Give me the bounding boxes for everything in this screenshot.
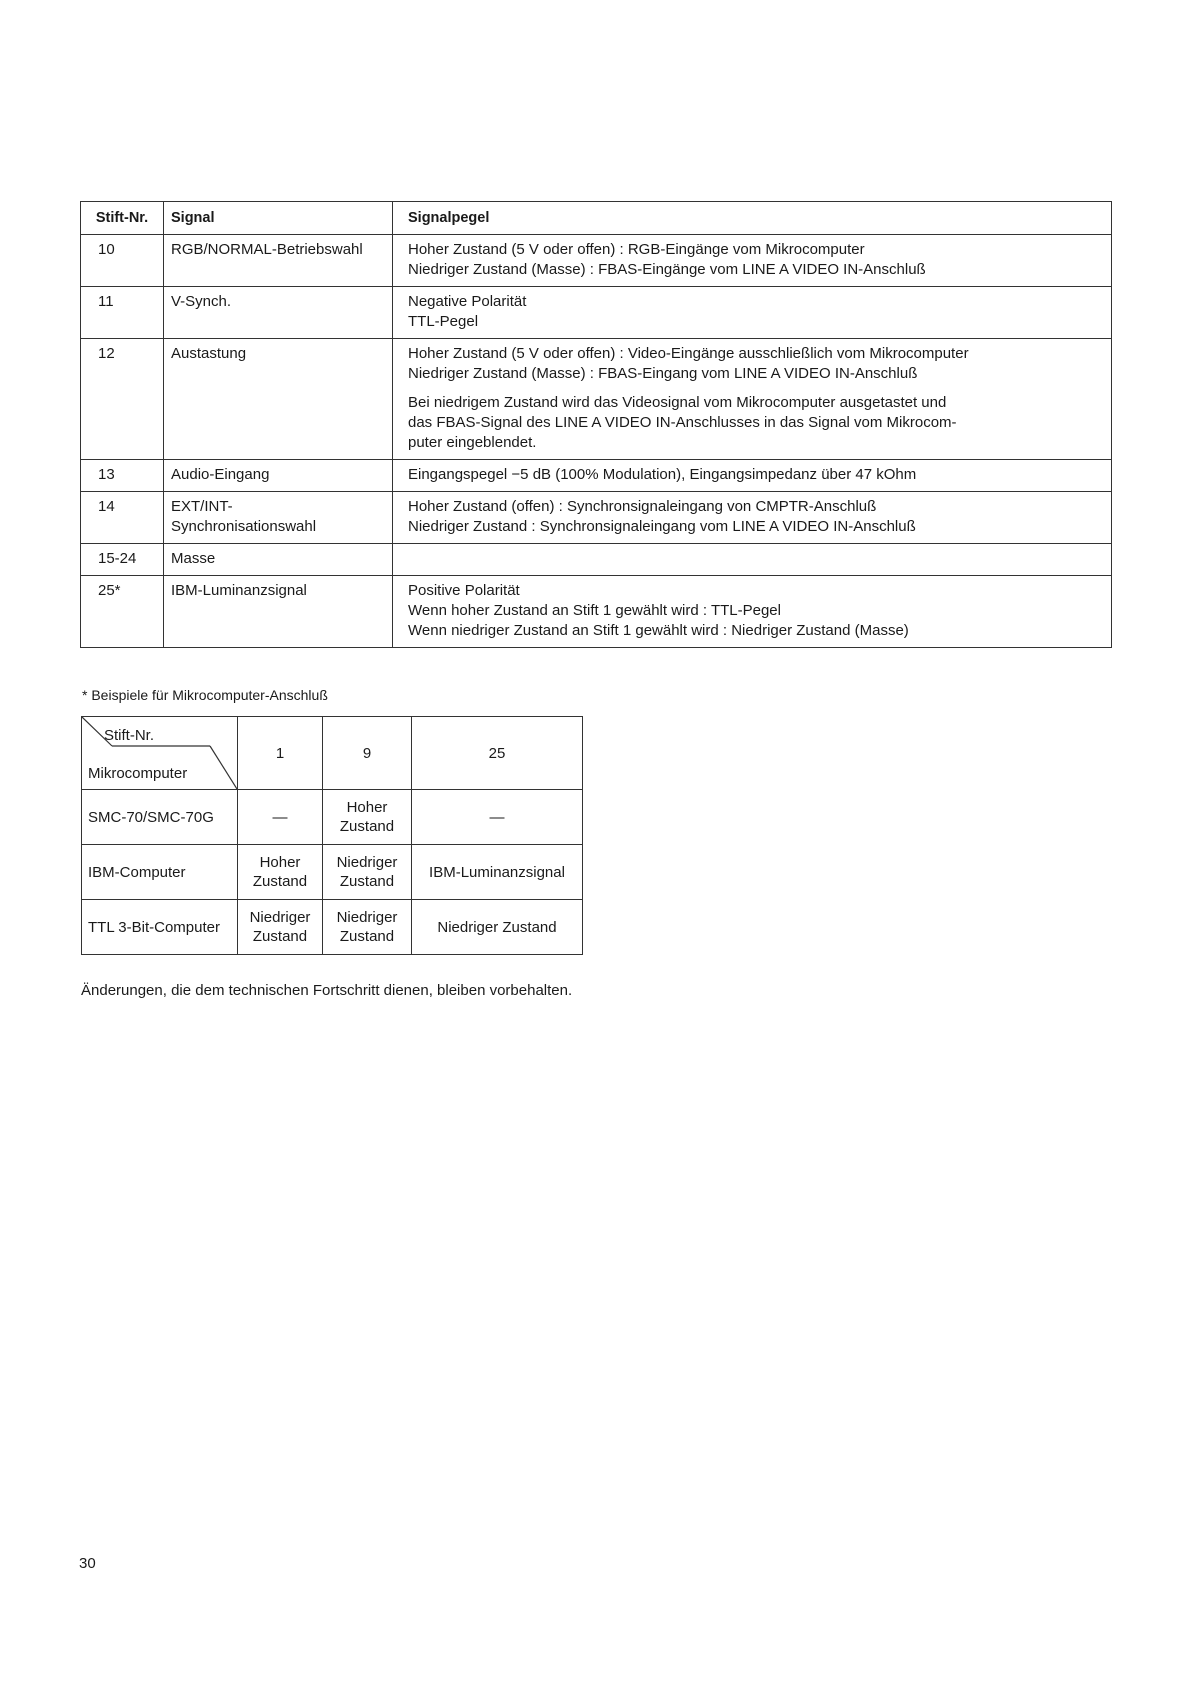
pin-header: 9 bbox=[323, 717, 412, 790]
state-text: Niedriger bbox=[336, 909, 398, 926]
table-row bbox=[82, 845, 583, 900]
state-text: — bbox=[272, 808, 288, 826]
page-number: 30 bbox=[79, 1555, 96, 1572]
level-line: das FBAS-Signal des LINE A VIDEO IN-Anschlusses in das Signal vom Mikrocom- bbox=[408, 414, 957, 431]
signal-name bbox=[164, 460, 393, 492]
level-line: Hoher Zustand (offen) : Synchronsignaleingang von CMPTR-Anschluß bbox=[408, 498, 877, 515]
level-paragraph bbox=[408, 465, 1104, 485]
signal-level bbox=[393, 287, 1112, 339]
state-text: Zustand bbox=[339, 873, 395, 890]
signal-level bbox=[393, 576, 1112, 648]
signal-name bbox=[164, 544, 393, 576]
level-line: Niedriger Zustand : Synchronsignaleingang vom LINE A VIDEO IN-Anschluß bbox=[408, 518, 916, 535]
state-text: Zustand bbox=[339, 818, 395, 835]
table-row bbox=[82, 900, 583, 955]
level-paragraph bbox=[408, 344, 1104, 384]
pin-number: 25* bbox=[81, 576, 164, 648]
level-line: puter eingeblendet. bbox=[408, 434, 537, 451]
level-paragraph bbox=[408, 497, 1104, 537]
table-row bbox=[81, 287, 1112, 339]
signal-name bbox=[164, 576, 393, 648]
signal-name bbox=[164, 235, 393, 287]
pin-number: 13 bbox=[81, 460, 164, 492]
state-cell bbox=[323, 845, 412, 900]
level-line: Positive Polarität bbox=[408, 582, 520, 599]
signal-line: V-Synch. bbox=[171, 293, 232, 310]
signal-line: Masse bbox=[171, 550, 216, 567]
level-line: Wenn hoher Zustand an Stift 1 gewählt wird : TTL-Pegel bbox=[408, 602, 781, 619]
level-line: Wenn niedriger Zustand an Stift 1 gewählt wird : Niedriger Zustand (Masse) bbox=[408, 622, 909, 639]
level-line: Niedriger Zustand (Masse) : FBAS-Eingang vom LINE A VIDEO IN-Anschluß bbox=[408, 365, 918, 382]
pin-number: 12 bbox=[81, 339, 164, 460]
pin-number: 11 bbox=[81, 287, 164, 339]
level-paragraph bbox=[408, 581, 1104, 641]
table-row bbox=[81, 544, 1112, 576]
header-signal: Signal bbox=[164, 202, 393, 235]
microcomputer-examples-table bbox=[81, 716, 583, 955]
level-line: Hoher Zustand (5 V oder offen) : Video-Eingänge ausschließlich vom Mikrocomputer bbox=[408, 345, 969, 362]
state-text: Niedriger bbox=[249, 909, 311, 926]
level-line: Eingangspegel −5 dB (100% Modulation), Eingangsimpedanz über 47 kOhm bbox=[408, 466, 917, 483]
state-cell bbox=[238, 790, 323, 845]
state-text: Zustand bbox=[252, 873, 308, 890]
pin-number: 14 bbox=[81, 492, 164, 544]
signal-level bbox=[393, 339, 1112, 460]
state-text: IBM-Luminanzsignal bbox=[429, 863, 565, 881]
pin-header: 1 bbox=[238, 717, 323, 790]
state-cell bbox=[412, 845, 583, 900]
level-line: TTL-Pegel bbox=[408, 313, 479, 330]
corner-label-computer: Mikrocomputer bbox=[88, 765, 188, 782]
pin-number: 10 bbox=[81, 235, 164, 287]
footnote: * Beispiele für Mikrocomputer-Anschluß bbox=[82, 687, 328, 703]
signal-line: RGB/NORMAL-Betriebswahl bbox=[171, 241, 363, 258]
pin-number: 15-24 bbox=[81, 544, 164, 576]
signal-line: Austastung bbox=[171, 345, 247, 362]
state-text: Niedriger bbox=[336, 854, 398, 871]
level-line: Niedriger Zustand (Masse) : FBAS-Eingänge vom LINE A VIDEO IN-Anschluß bbox=[408, 261, 926, 278]
pin-table-header-row bbox=[81, 202, 1112, 235]
state-text: Hoher bbox=[346, 799, 388, 816]
computer-name: IBM-Computer bbox=[82, 845, 238, 900]
pin-assignment-table bbox=[80, 201, 1112, 648]
table-row bbox=[81, 235, 1112, 287]
state-cell bbox=[238, 845, 323, 900]
signal-level bbox=[393, 235, 1112, 287]
examples-header-row bbox=[82, 717, 583, 790]
pin-header: 25 bbox=[412, 717, 583, 790]
signal-level bbox=[393, 492, 1112, 544]
table-row bbox=[81, 460, 1112, 492]
signal-line: IBM-Luminanzsignal bbox=[171, 582, 307, 599]
state-cell bbox=[323, 790, 412, 845]
signal-level bbox=[393, 460, 1112, 492]
state-cell bbox=[412, 900, 583, 955]
computer-name: SMC-70/SMC-70G bbox=[82, 790, 238, 845]
level-line: Bei niedrigem Zustand wird das Videosignal vom Mikrocomputer ausgetastet und bbox=[408, 394, 947, 411]
state-cell bbox=[323, 900, 412, 955]
level-paragraph bbox=[408, 292, 1104, 332]
state-text: — bbox=[489, 808, 505, 826]
signal-name bbox=[164, 492, 393, 544]
corner-header-cell bbox=[82, 717, 238, 790]
state-cell bbox=[238, 900, 323, 955]
signal-name bbox=[164, 287, 393, 339]
state-text: Niedriger Zustand bbox=[437, 918, 557, 936]
table-row bbox=[81, 339, 1112, 460]
signal-name bbox=[164, 339, 393, 460]
level-line: Hoher Zustand (5 V oder offen) : RGB-Eingänge vom Mikrocomputer bbox=[408, 241, 865, 258]
state-cell bbox=[412, 790, 583, 845]
level-line: Negative Polarität bbox=[408, 293, 527, 310]
header-signal-level: Signalpegel bbox=[393, 202, 1112, 235]
signal-line: EXT/INT- bbox=[171, 498, 233, 515]
signal-line: Audio-Eingang bbox=[171, 466, 270, 483]
changes-notice: Änderungen, die dem technischen Fortschritt dienen, bleiben vorbehalten. bbox=[81, 982, 573, 999]
state-text: Zustand bbox=[252, 928, 308, 945]
level-paragraph bbox=[408, 240, 1104, 280]
computer-name: TTL 3-Bit-Computer bbox=[82, 900, 238, 955]
signal-line: Synchronisationswahl bbox=[171, 518, 317, 535]
table-row bbox=[81, 492, 1112, 544]
table-row bbox=[82, 790, 583, 845]
level-paragraph bbox=[408, 393, 1104, 453]
corner-label-pin: Stift-Nr. bbox=[104, 727, 155, 744]
table-row bbox=[81, 576, 1112, 648]
state-text: Zustand bbox=[339, 928, 395, 945]
state-text: Hoher bbox=[259, 854, 301, 871]
header-pin: Stift-Nr. bbox=[81, 202, 164, 235]
signal-level-empty bbox=[393, 544, 1112, 576]
